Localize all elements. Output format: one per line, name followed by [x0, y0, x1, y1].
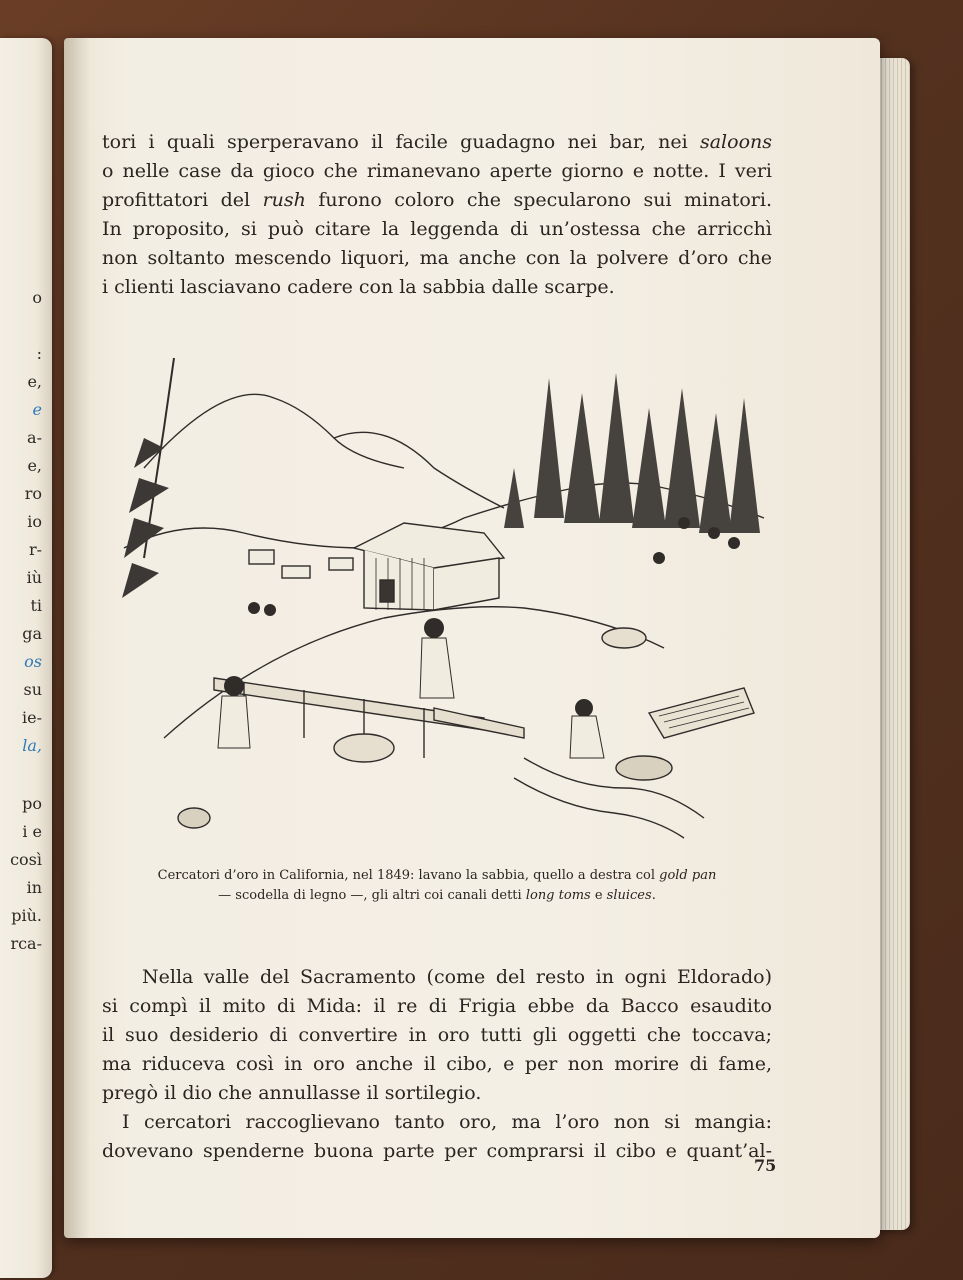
- left-page-edge: [0, 38, 52, 1278]
- text-line: I cercatori raccoglievano tanto oro, ma l’oro non si mangia:: [122, 1111, 772, 1133]
- left-page-fragment: ti: [30, 596, 42, 615]
- text-line: i clienti lasciavano cadere con la sabbia dalle scarpe.: [102, 276, 615, 298]
- left-page-fragment: po: [22, 794, 42, 813]
- top-paragraph: [102, 128, 772, 302]
- text-line: o nelle case da gioco che rimanevano aperte giorno e notte. I veri: [102, 160, 772, 182]
- left-page-fragment: più.: [11, 906, 42, 925]
- text-line: si compì il mito di Mida: il re di Frigia ebbe da Bacco esaudito: [102, 995, 772, 1017]
- left-page-fragment: e,: [27, 372, 42, 391]
- gold-miners-illustration: [104, 318, 774, 848]
- text-line: ma riduceva così in oro anche il cibo, e per non morire di fame,: [102, 1053, 772, 1075]
- left-page-fragment: ie-: [22, 708, 42, 727]
- left-page-fragment: ga: [22, 624, 42, 643]
- left-page-fragment: os: [24, 652, 42, 671]
- text-line: non soltanto mescendo liquori, ma anche con la polvere d’oro che: [102, 247, 772, 269]
- text-line: Nella valle del Sacramento (come del resto in ogni Eldorado): [142, 966, 772, 988]
- left-page-fragment: in: [26, 878, 42, 897]
- book-page: [64, 38, 880, 1238]
- left-page-fragment: r-: [28, 540, 42, 559]
- left-page-fragment: così: [10, 850, 42, 869]
- text-line: pregò il dio che annullasse il sortilegio.: [102, 1082, 482, 1104]
- left-page-fragment: e: [32, 400, 42, 419]
- bottom-paragraph: [102, 963, 772, 1166]
- caption-line-1: Cercatori d’oro in California, nel 1849: lavano la sabbia, quello a destra col gold pan: [157, 868, 717, 883]
- left-page-fragment: o: [32, 288, 42, 307]
- left-page-fragment: i e: [22, 822, 42, 841]
- left-page-fragment: e,: [27, 456, 42, 475]
- caption-line-2: — scodella di legno —, gli altri coi canali detti long toms e sluices.: [218, 888, 656, 903]
- left-page-fragment: su: [23, 680, 42, 699]
- text-line: dovevano spenderne buona parte per comprarsi il cibo e quant’al-: [102, 1140, 772, 1162]
- left-page-fragment: iù: [26, 568, 42, 587]
- left-page-fragment: la,: [22, 736, 42, 755]
- page-number: 75: [754, 1156, 777, 1175]
- left-page-fragment: rca-: [10, 934, 42, 953]
- text-line: tori i quali sperperavano il facile guadagno nei bar, nei saloons: [102, 131, 772, 153]
- text-line: In proposito, si può citare la leggenda di un’ostessa che arricchì: [102, 218, 772, 240]
- left-page-fragment: io: [27, 512, 42, 531]
- text-line: il suo desiderio di convertire in oro tutti gli oggetti che toccava;: [102, 1024, 772, 1046]
- left-page-text-fragments: [2, 38, 50, 1278]
- left-page-fragment: ro: [24, 484, 42, 503]
- left-page-fragment: a-: [27, 428, 42, 447]
- illustration-caption: [102, 866, 772, 906]
- left-page-fragment: :: [36, 344, 42, 363]
- text-line: profittatori del rush furono coloro che specularono sui minatori.: [102, 189, 772, 211]
